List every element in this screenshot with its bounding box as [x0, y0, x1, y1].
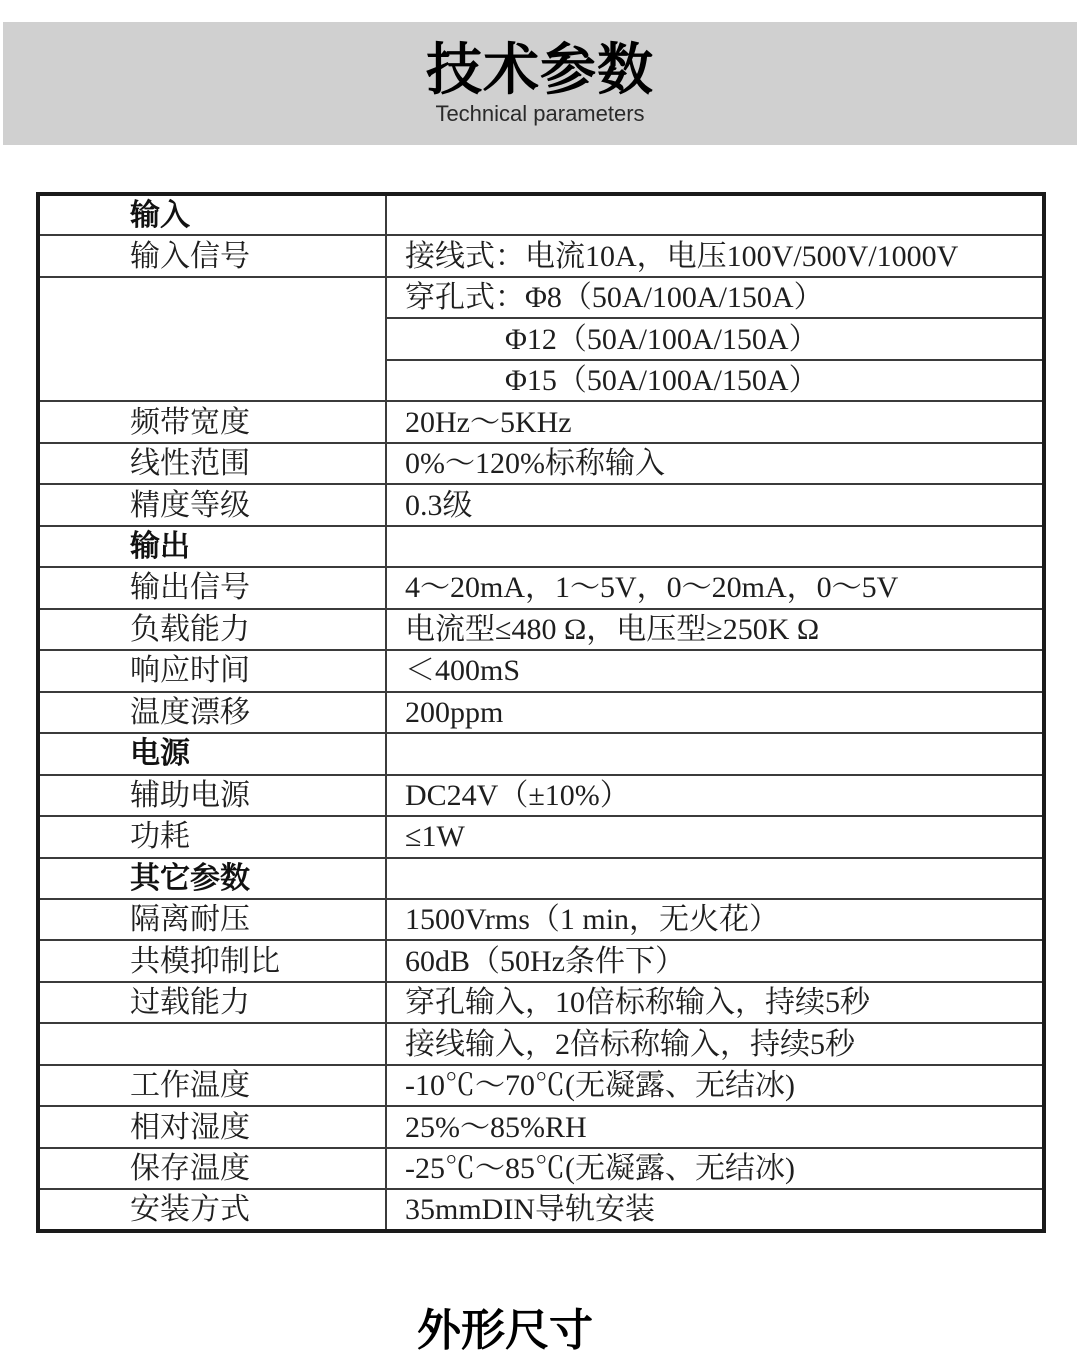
param-value-cell: -25℃～85℃(无凝露、无结冰) [386, 1148, 1044, 1189]
param-value-cell: 4～20mA，1～5V，0～20mA，0～5V [386, 567, 1044, 608]
param-label-cell [38, 1023, 386, 1064]
param-label-cell: 输出信号 [38, 567, 386, 608]
param-value-cell: ＜400mS [386, 650, 1044, 691]
table-row [38, 650, 1044, 691]
param-value-cell: Φ15（50A/100A/150A） [386, 360, 1044, 401]
param-label-cell: 输入信号 [38, 235, 386, 276]
param-value-cell: 0.3级 [386, 484, 1044, 525]
param-value-cell: DC24V（±10%） [386, 775, 1044, 816]
param-value-cell: 60dB（50Hz条件下） [386, 940, 1044, 981]
table-row [38, 1065, 1044, 1106]
page-subtitle: Technical parameters [435, 101, 645, 126]
param-value-cell: 25%～85%RH [386, 1106, 1044, 1147]
param-label-cell: 安装方式 [38, 1189, 386, 1231]
table-row [38, 1148, 1044, 1189]
table-row [38, 940, 1044, 981]
table-row [38, 401, 1044, 442]
section-header-cell: 输入 [38, 194, 386, 235]
page-title: 技术参数 [426, 38, 654, 101]
param-label-cell: 功耗 [38, 816, 386, 857]
table-row [38, 235, 1044, 276]
table-row [38, 982, 1044, 1023]
section-header-cell: 电源 [38, 733, 386, 774]
param-label-cell: 隔离耐压 [38, 899, 386, 940]
param-value-cell [386, 526, 1044, 567]
param-label-cell: 共模抑制比 [38, 940, 386, 981]
param-label-cell: 工作温度 [38, 1065, 386, 1106]
table-row [38, 733, 1044, 774]
param-label-cell: 过载能力 [38, 982, 386, 1023]
param-value-cell: 1500Vrms（1 min，无火花） [386, 899, 1044, 940]
param-label-cell: 响应时间 [38, 650, 386, 691]
param-label-cell: 温度漂移 [38, 692, 386, 733]
table-row [38, 899, 1044, 940]
table-row [38, 609, 1044, 650]
param-label-cell: 相对湿度 [38, 1106, 386, 1147]
param-label-cell: 线性范围 [38, 443, 386, 484]
param-value-cell: 0%～120%标称输入 [386, 443, 1044, 484]
param-value-cell: 20Hz～5KHz [386, 401, 1044, 442]
param-label-cell: 负载能力 [38, 609, 386, 650]
table-row [38, 858, 1044, 899]
param-value-cell: 穿孔式：Φ8（50A/100A/150A） [386, 277, 1044, 318]
table-row [38, 1023, 1044, 1064]
param-value-cell: 接线输入，2倍标称输入，持续5秒 [386, 1023, 1044, 1064]
table-row [38, 484, 1044, 525]
param-value-cell [386, 733, 1044, 774]
param-value-cell: Φ12（50A/100A/150A） [386, 318, 1044, 359]
header-band [3, 22, 1077, 145]
table-row [38, 443, 1044, 484]
param-value-cell: 200ppm [386, 692, 1044, 733]
table-row [38, 1106, 1044, 1147]
table-row [38, 816, 1044, 857]
param-value-cell: -10℃～70℃(无凝露、无结冰) [386, 1065, 1044, 1106]
outline-dimensions-heading: 外形尺寸 [417, 1306, 593, 1355]
param-value-cell [386, 858, 1044, 899]
table-row [38, 194, 1044, 235]
param-label-cell: 精度等级 [38, 484, 386, 525]
technical-parameters-table [36, 192, 1046, 1233]
param-value-cell: ≤1W [386, 816, 1044, 857]
param-value-cell: 35mmDIN导轨安装 [386, 1189, 1044, 1231]
table-row [38, 277, 1044, 318]
param-label-cell: 频带宽度 [38, 401, 386, 442]
table-row [38, 526, 1044, 567]
param-value-cell: 电流型≤480 Ω，电压型≥250K Ω [386, 609, 1044, 650]
table-row [38, 775, 1044, 816]
param-value-cell: 穿孔输入，10倍标称输入，持续5秒 [386, 982, 1044, 1023]
param-label-cell: 保存温度 [38, 1148, 386, 1189]
section-header-cell: 输出 [38, 526, 386, 567]
section-header-cell: 其它参数 [38, 858, 386, 899]
param-value-cell [386, 194, 1044, 235]
param-label-cell [38, 277, 386, 401]
table-row [38, 692, 1044, 733]
param-value-cell: 接线式：电流10A，电压100V/500V/1000V [386, 235, 1044, 276]
table-row [38, 1189, 1044, 1231]
table-row [38, 567, 1044, 608]
param-label-cell: 辅助电源 [38, 775, 386, 816]
